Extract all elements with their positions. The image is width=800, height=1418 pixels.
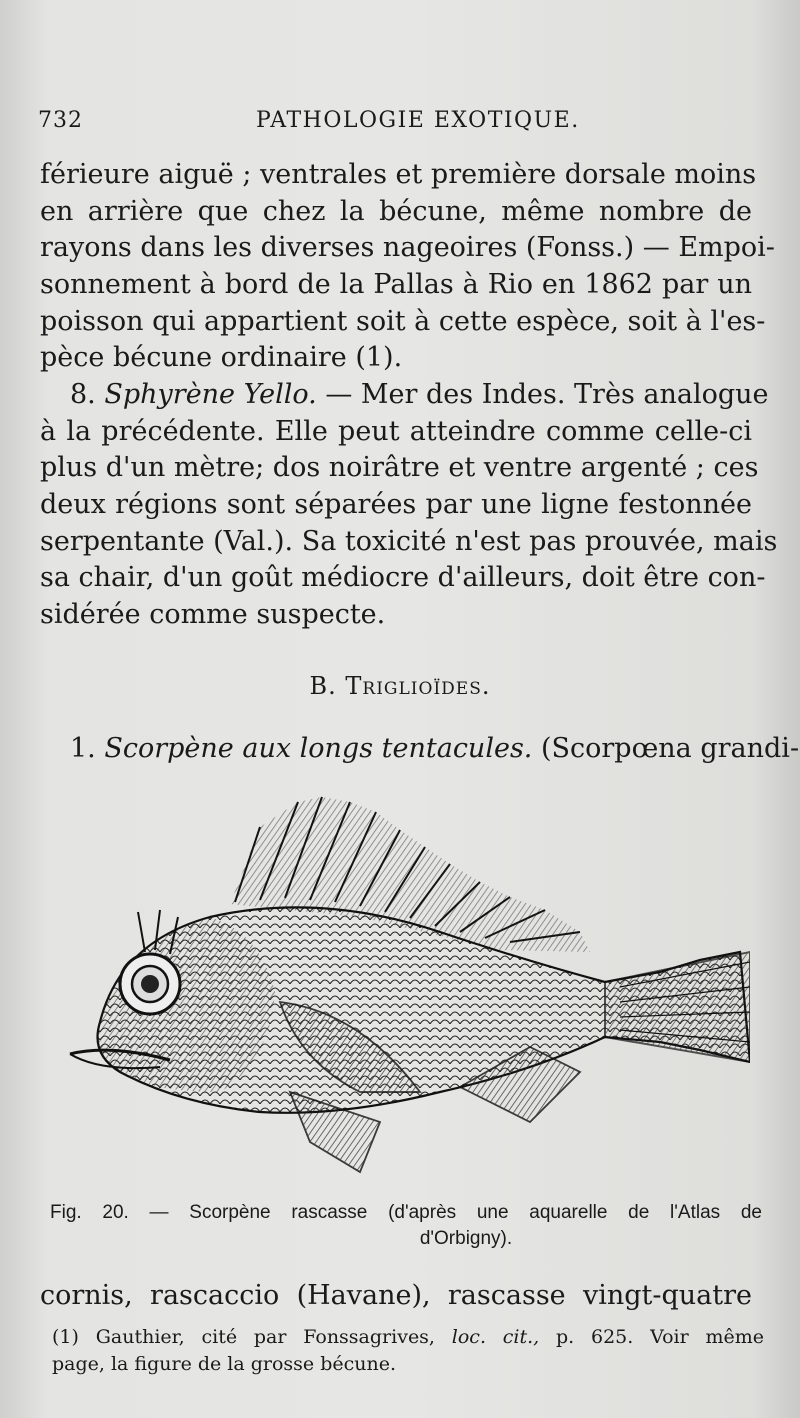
section-heading — [0, 672, 800, 700]
text-line: pèce bécune ordinaire (1). — [40, 342, 403, 374]
caption-text: — Scorpène rascasse (d'après une aquarelle de l'Atlas de — [149, 1202, 762, 1223]
entry-text: — Mer des Indes. Très analogue — [325, 379, 769, 410]
entry-number: 1. — [70, 733, 96, 764]
caption-line: d'Orbigny). — [419, 1228, 513, 1249]
paragraph-continuation — [40, 157, 775, 377]
text-line: sidérée comme suspecte. — [40, 599, 386, 631]
text-line: cornis, rascaccio (Havane), rascasse vingt-quatre — [40, 1280, 752, 1311]
footnote-citation: loc. cit., — [451, 1326, 540, 1348]
entry-first-line — [40, 377, 769, 414]
text-line: poisson qui appartient soit à cette espèce, soit à l'es- — [40, 305, 766, 337]
species-name: Scorpène aux longs tentacules. — [104, 733, 533, 764]
text-line: férieure aiguë ; ventrales et première dorsale moins — [40, 159, 757, 190]
entry-number: 8. — [70, 379, 96, 410]
section-name: Triglioïdes. — [345, 672, 491, 700]
page-number: 732 — [38, 108, 83, 133]
footnote-line: page, la figure de la grosse bécune. — [52, 1353, 397, 1375]
entry-text: (Scorpœna grandi- — [540, 733, 800, 764]
species-name: Sphyrène Yello. — [104, 379, 317, 410]
footnote-text: p. 625. Voir même — [556, 1326, 764, 1348]
running-header — [38, 108, 760, 140]
scorpionfish-engraving-icon — [60, 792, 750, 1192]
text-line: rayons dans les diverses nageoires (Fonss.) — Empoi- — [40, 232, 775, 264]
text-line: en arrière que chez la bécune, même nombre de — [40, 195, 752, 227]
text-line: serpentante (Val.). Sa toxicité n'est pas prouvée, mais — [40, 525, 778, 557]
footnote-line — [52, 1324, 764, 1351]
footnote-marker: (1) — [52, 1326, 79, 1348]
running-title: PATHOLOGIE EXOTIQUE. — [256, 108, 580, 133]
paragraph-continuation-after-figure — [40, 1278, 752, 1315]
fish-illustration — [60, 792, 750, 1192]
section-letter: B. — [309, 672, 337, 700]
paragraph-sphyrene-yello — [40, 377, 778, 634]
footnote — [52, 1324, 764, 1378]
figure-caption — [50, 1200, 762, 1252]
text-line: sa chair, d'un goût médiocre d'ailleurs, doit être con- — [40, 562, 766, 594]
figure-label: Fig. 20. — [50, 1202, 129, 1223]
caption-line — [50, 1200, 762, 1226]
text-line: sonnement à bord de la Pallas à Rio en 1862 par un — [40, 269, 752, 301]
text-line: plus d'un mètre; dos noirâtre et ventre argenté ; ces — [40, 452, 759, 484]
entry-first-line — [40, 731, 800, 768]
text-line: à la précédente. Elle peut atteindre comme celle-ci — [40, 415, 752, 447]
footnote-text: Gauthier, cité par Fonssagrives, — [95, 1326, 435, 1348]
paragraph-scorpene — [40, 731, 800, 768]
text-line: deux régions sont séparées par une ligne festonnée — [40, 489, 752, 521]
